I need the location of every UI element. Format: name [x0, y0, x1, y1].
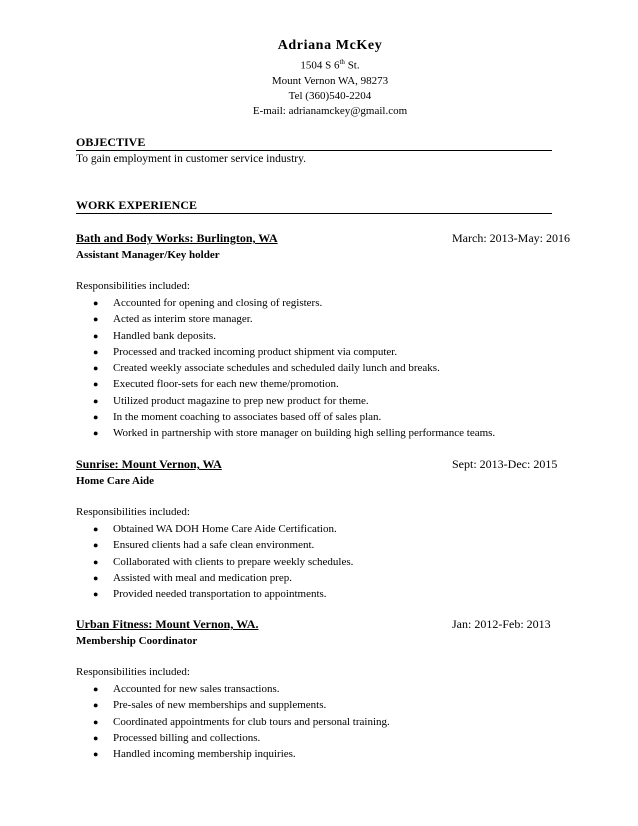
duty-item: ● Provided needed transportation to appointments. [76, 586, 572, 602]
bullet-icon: ● [93, 330, 99, 341]
bullet-icon: ● [93, 572, 99, 583]
bullet-icon: ● [93, 700, 99, 711]
duty-item: ● Ensured clients had a safe clean environment. [76, 537, 572, 553]
email-address: E-mail: adrianamckey@gmail.com [252, 104, 408, 117]
street-suffix: th [339, 58, 345, 66]
bullet-icon: ● [93, 346, 99, 357]
duty-item: ● Obtained WA DOH Home Care Aide Certification. [76, 521, 572, 537]
job-header [76, 616, 572, 633]
duty-list [76, 295, 572, 442]
bullet-icon: ● [93, 556, 99, 567]
job-entry [76, 230, 572, 442]
bullet-icon: ● [93, 589, 99, 600]
job-title: Home Care Aide [76, 475, 155, 487]
bullet-icon: ● [93, 716, 99, 727]
work-experience-heading: WORK EXPERIENCE [76, 198, 552, 214]
job-entry [76, 616, 572, 762]
bullet-icon: ● [93, 314, 99, 325]
duty-item: ● Acted as interim store manager. [76, 311, 572, 327]
responsibilities-label: Responsibilities included: [76, 506, 190, 518]
duty-item: ● Utilized product magazine to prep new product for theme. [76, 393, 572, 409]
bullet-icon: ● [93, 363, 99, 374]
bullet-icon: ● [93, 732, 99, 743]
duty-item: ● Processed and tracked incoming product shipment via computer. [76, 344, 572, 360]
duty-item: ● Handled incoming membership inquiries. [76, 746, 572, 762]
responsibilities-label: Responsibilities included: [76, 280, 190, 292]
employer-name: Bath and Body Works: Burlington, WA [76, 231, 278, 245]
bullet-icon: ● [93, 395, 99, 406]
bullet-icon: ● [93, 379, 99, 390]
duty-item: ● Coordinated appointments for club tours and personal training. [76, 714, 572, 730]
duty-list [76, 681, 572, 762]
employment-dates: March: 2013-May: 2016 [452, 231, 570, 245]
phone-number: Tel (360)540-2204 [288, 89, 372, 102]
bullet-icon: ● [93, 524, 99, 534]
duty-item: ● Assisted with meal and medication prep. [76, 570, 572, 586]
city-state-zip: Mount Vernon WA, 98273 [271, 74, 389, 87]
bullet-icon: ● [93, 540, 99, 551]
bullet-icon: ● [93, 412, 99, 423]
street-rest: St. [344, 59, 360, 72]
job-entry [76, 456, 572, 602]
duty-list [76, 521, 572, 602]
employer-name: Urban Fitness: Mount Vernon, WA. [76, 617, 259, 631]
job-title: Membership Coordinator [76, 635, 198, 647]
job-header [76, 456, 572, 473]
duty-item: ● Processed billing and collections. [76, 730, 572, 746]
street-address [0, 55, 638, 74]
duty-item: ● Accounted for opening and closing of registers. [76, 295, 572, 311]
bullet-icon: ● [93, 749, 99, 760]
duty-item: ● Pre-sales of new memberships and supplements. [76, 697, 572, 713]
duty-item: ● Created weekly associate schedules and scheduled daily lunch and breaks. [76, 360, 572, 376]
street-number: 1504 S 6 [300, 59, 340, 72]
bullet-icon: ● [93, 298, 99, 308]
bullet-icon: ● [93, 684, 99, 694]
bullet-icon: ● [93, 428, 99, 439]
employment-dates: Jan: 2012-Feb: 2013 [452, 617, 551, 631]
duty-item: ● Worked in partnership with store manager on building high selling performance teams. [76, 425, 572, 441]
responsibilities-label: Responsibilities included: [76, 666, 190, 678]
applicant-name: Adriana McKey [277, 38, 383, 53]
work-experience-section [76, 198, 552, 214]
resume-header [0, 36, 638, 119]
duty-item: ● Handled bank deposits. [76, 328, 572, 344]
objective-text: To gain employment in customer service industry. [76, 153, 306, 165]
duty-item: ● Executed floor-sets for each new theme/promotion. [76, 376, 572, 392]
duty-item: ● In the moment coaching to associates based off of sales plan. [76, 409, 572, 425]
job-title: Assistant Manager/Key holder [76, 249, 220, 261]
job-header [76, 230, 572, 247]
employer-name: Sunrise: Mount Vernon, WA [76, 457, 222, 471]
objective-heading: OBJECTIVE [76, 135, 552, 151]
duty-item: ● Collaborated with clients to prepare weekly schedules. [76, 554, 572, 570]
employment-dates: Sept: 2013-Dec: 2015 [452, 457, 558, 471]
objective-section [76, 135, 552, 167]
duty-item: ● Accounted for new sales transactions. [76, 681, 572, 697]
